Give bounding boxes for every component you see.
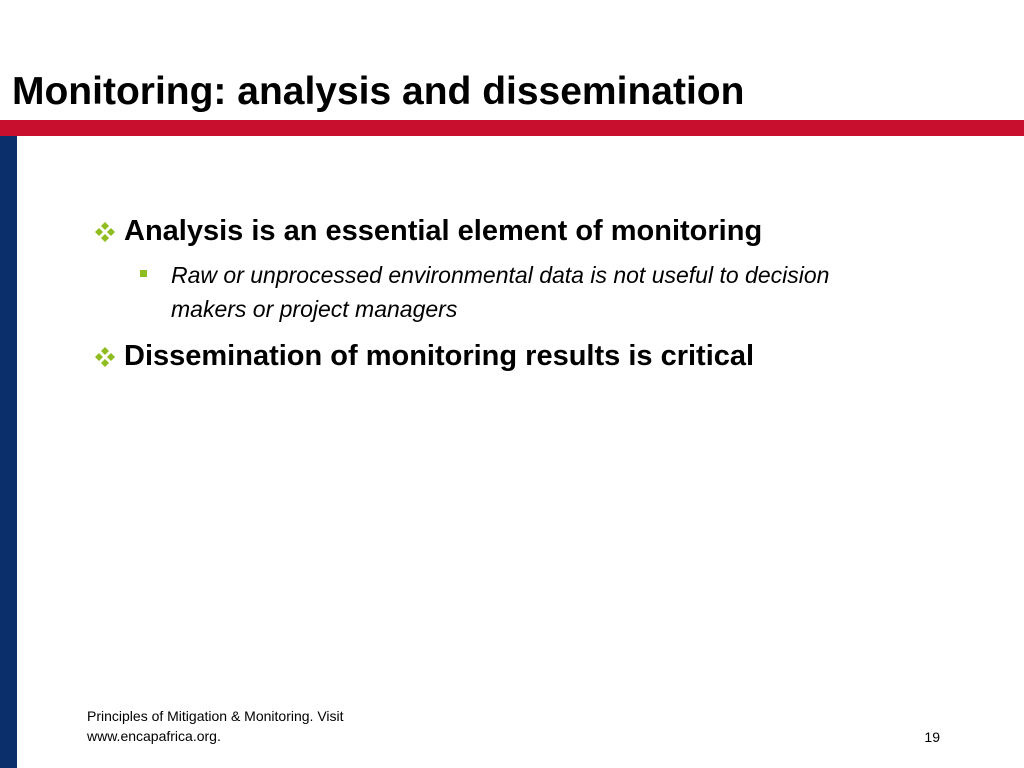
diamond-bullet-icon (94, 346, 116, 368)
footer-text: Principles of Mitigation & Monitoring. Visit www.encapafrica.org. (87, 708, 344, 744)
bullet-item (94, 336, 754, 376)
title-rule (0, 120, 1024, 136)
bullet-text: Analysis is an essential element of monitoring (124, 215, 763, 247)
square-bullet-icon (140, 270, 147, 277)
page-number: 19 (924, 729, 940, 745)
slide-title: Monitoring: analysis and dissemination (12, 70, 745, 113)
side-bar (0, 136, 17, 768)
bullet-text: Dissemination of monitoring results is critical (124, 340, 755, 372)
diamond-bullet-icon (94, 221, 116, 243)
sub-bullet-text: Raw or unprocessed environmental data is not useful to decision makers or project managers (171, 262, 830, 322)
sub-bullet-item (140, 258, 891, 326)
bullet-item (94, 211, 762, 251)
